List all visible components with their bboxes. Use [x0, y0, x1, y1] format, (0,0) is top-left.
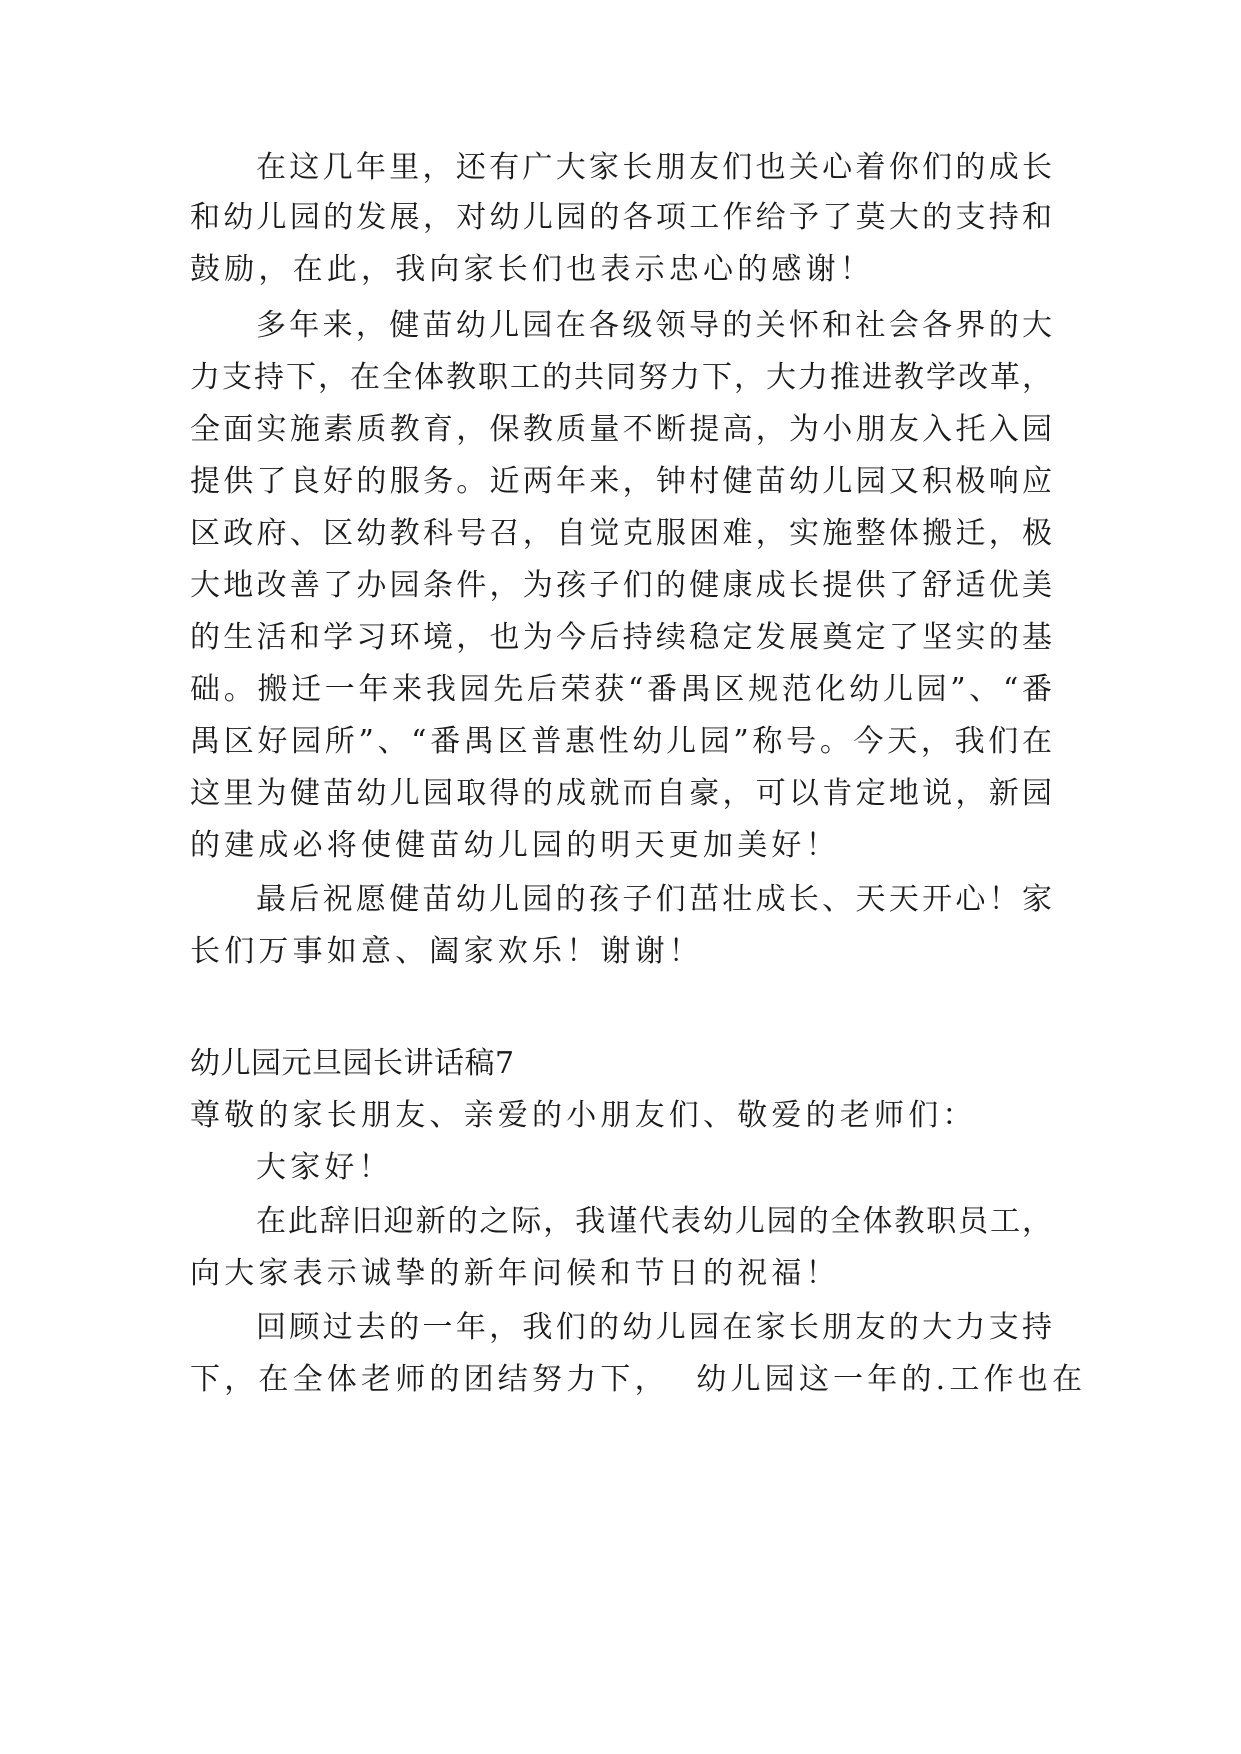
paragraph-line: 多年来，健苗幼儿园在各级领导的关怀和社会各界的大 — [256, 308, 1052, 343]
paragraph-line: 础。搬迁一年来我园先后荣获“番禺区规范化幼儿园”、“番 — [190, 672, 1052, 707]
paragraph-line: 在这几年里，还有广大家长朋友们也关心着你们的成长 — [256, 150, 1052, 185]
salutation-line: 尊敬的家长朋友、亲爱的小朋友们、敬爱的老师们： — [190, 1098, 977, 1133]
paragraph-line: 的建成必将使健苗幼儿园的明天更加美好！ — [190, 828, 840, 863]
paragraph-line: 力支持下，在全体教职工的共同努力下，大力推进教学改革， — [190, 360, 1052, 395]
paragraph-line: 和幼儿园的发展，对幼儿园的各项工作给予了莫大的支持和 — [190, 200, 1052, 235]
section-heading: 幼儿园元旦园长讲话稿7 — [190, 1046, 515, 1081]
paragraph-line: 禺区好园所”、“番禺区普惠性幼儿园”称号。今天，我们在 — [190, 724, 1052, 759]
paragraph-line: 长们万事如意、阖家欢乐！谢谢！ — [190, 934, 703, 969]
paragraph-line: 下，在全体老师的团结努力下， 幼儿园这一年的.工作也在 — [190, 1362, 1087, 1397]
paragraph-line: 最后祝愿健苗幼儿园的孩子们茁壮成长、天天开心！家 — [256, 882, 1052, 917]
paragraph-line: 提供了良好的服务。近两年来，钟村健苗幼儿园又积极响应 — [190, 464, 1052, 499]
paragraph-line: 向大家表示诚挚的新年问候和节日的祝福！ — [190, 1256, 840, 1291]
paragraph-line: 鼓励，在此，我向家长们也表示忠心的感谢！ — [190, 252, 874, 287]
paragraph-line: 的生活和学习环境，也为今后持续稳定发展奠定了坚实的基 — [190, 620, 1052, 655]
paragraph-line: 区政府、区幼教科号召，自觉克服困难，实施整体搬迁，极 — [190, 516, 1052, 551]
paragraph-line: 回顾过去的一年，我们的幼儿园在家长朋友的大力支持 — [256, 1310, 1052, 1345]
paragraph-line: 大地改善了办园条件，为孩子们的健康成长提供了舒适优美 — [190, 568, 1052, 603]
paragraph-line: 全面实施素质教育，保教质量不断提高，为小朋友入托入园 — [190, 412, 1052, 447]
greeting-line: 大家好！ — [256, 1150, 393, 1185]
paragraph-line: 这里为健苗幼儿园取得的成就而自豪，可以肯定地说，新园 — [190, 776, 1052, 811]
paragraph-line: 在此辞旧迎新的之际，我谨代表幼儿园的全体教职员工， — [256, 1204, 1052, 1239]
